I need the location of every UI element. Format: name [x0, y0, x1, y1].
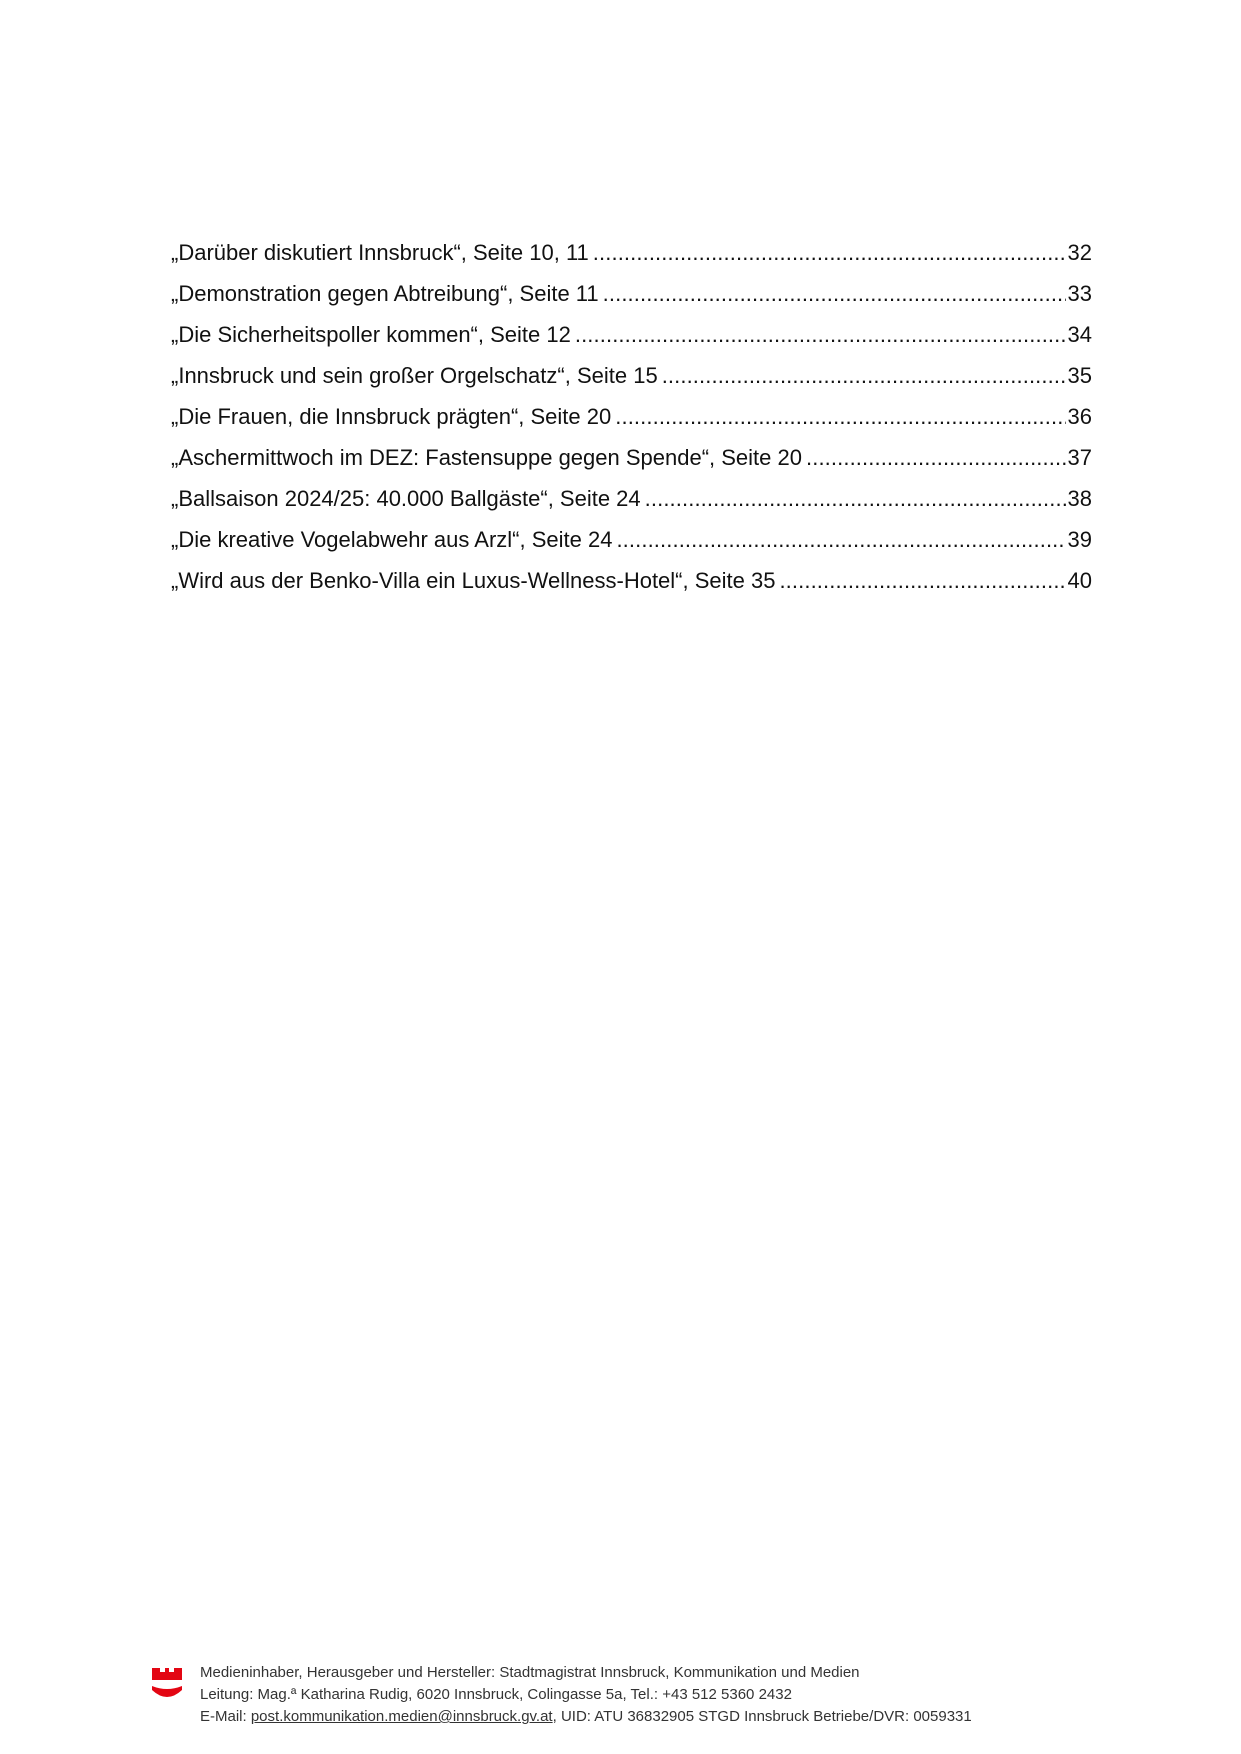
toc-entry-page: 39	[1067, 527, 1092, 552]
toc-entry[interactable]	[171, 560, 1092, 601]
toc-entry[interactable]	[171, 437, 1092, 478]
toc-entry-page: 32	[1067, 240, 1092, 265]
toc-dot-leader	[806, 437, 1066, 478]
innsbruck-city-logo-icon	[150, 1664, 184, 1704]
toc-dot-leader	[616, 519, 1065, 560]
toc-entry[interactable]	[171, 519, 1092, 560]
toc-entry-title: „Die Sicherheitspoller kommen“, Seite 12	[171, 322, 571, 347]
page-footer	[150, 1662, 1110, 1732]
toc-entry[interactable]	[171, 232, 1092, 273]
toc-entry-title: „Ballsaison 2024/25: 40.000 Ballgäste“, Seite 24	[171, 486, 641, 511]
toc-entry-page: 38	[1067, 486, 1092, 511]
toc-dot-leader	[593, 232, 1066, 273]
table-of-contents	[171, 232, 1092, 601]
footer-email-link[interactable]: post.kommunikation.medien@innsbruck.gv.at	[250, 1708, 553, 1725]
toc-entry-title: „Innsbruck und sein großer Orgelschatz“, Seite 15	[171, 363, 658, 388]
footer-registration-info: , UID: ATU 36832905 STGD Innsbruck Betriebe/DVR: 0059331	[552, 1708, 972, 1725]
toc-entry-page: 34	[1067, 322, 1092, 347]
toc-dot-leader	[645, 478, 1066, 519]
footer-imprint	[200, 1662, 972, 1728]
toc-entry[interactable]	[171, 396, 1092, 437]
toc-entry-title: „Die Frauen, die Innsbruck prägten“, Seite 20	[171, 404, 612, 429]
toc-entry-title: „Aschermittwoch im DEZ: Fastensuppe gegen Spende“, Seite 20	[171, 445, 802, 470]
toc-entry-title: „Die kreative Vogelabwehr aus Arzl“, Seite 24	[171, 527, 613, 552]
footer-email-label: E-Mail:	[200, 1708, 251, 1725]
toc-dot-leader	[662, 355, 1066, 396]
toc-entry[interactable]	[171, 314, 1092, 355]
toc-entry-page: 40	[1067, 568, 1092, 593]
toc-dot-leader	[615, 396, 1065, 437]
toc-entry-page: 35	[1067, 363, 1092, 388]
toc-entry-page: 33	[1067, 281, 1092, 306]
toc-dot-leader	[779, 560, 1065, 601]
footer-contact-line	[200, 1706, 972, 1728]
toc-entry-title: „Darüber diskutiert Innsbruck“, Seite 10, 11	[171, 240, 589, 265]
toc-entry[interactable]	[171, 273, 1092, 314]
toc-dot-leader	[575, 314, 1066, 355]
toc-entry[interactable]	[171, 355, 1092, 396]
footer-publisher-line: Medieninhaber, Herausgeber und Hersteller: Stadtmagistrat Innsbruck, Kommunikation und Medien	[200, 1664, 860, 1681]
toc-entry-title: „Demonstration gegen Abtreibung“, Seite 11	[171, 281, 599, 306]
footer-management-line: Leitung: Mag.ª Katharina Rudig, 6020 Innsbruck, Colingasse 5a, Tel.: +43 512 5360 2432	[200, 1686, 792, 1703]
toc-entry[interactable]	[171, 478, 1092, 519]
toc-dot-leader	[603, 273, 1066, 314]
toc-entry-page: 36	[1067, 404, 1092, 429]
toc-entry-title: „Wird aus der Benko-Villa ein Luxus-Wellness-Hotel“, Seite 35	[171, 568, 776, 593]
toc-entry-page: 37	[1067, 445, 1092, 470]
